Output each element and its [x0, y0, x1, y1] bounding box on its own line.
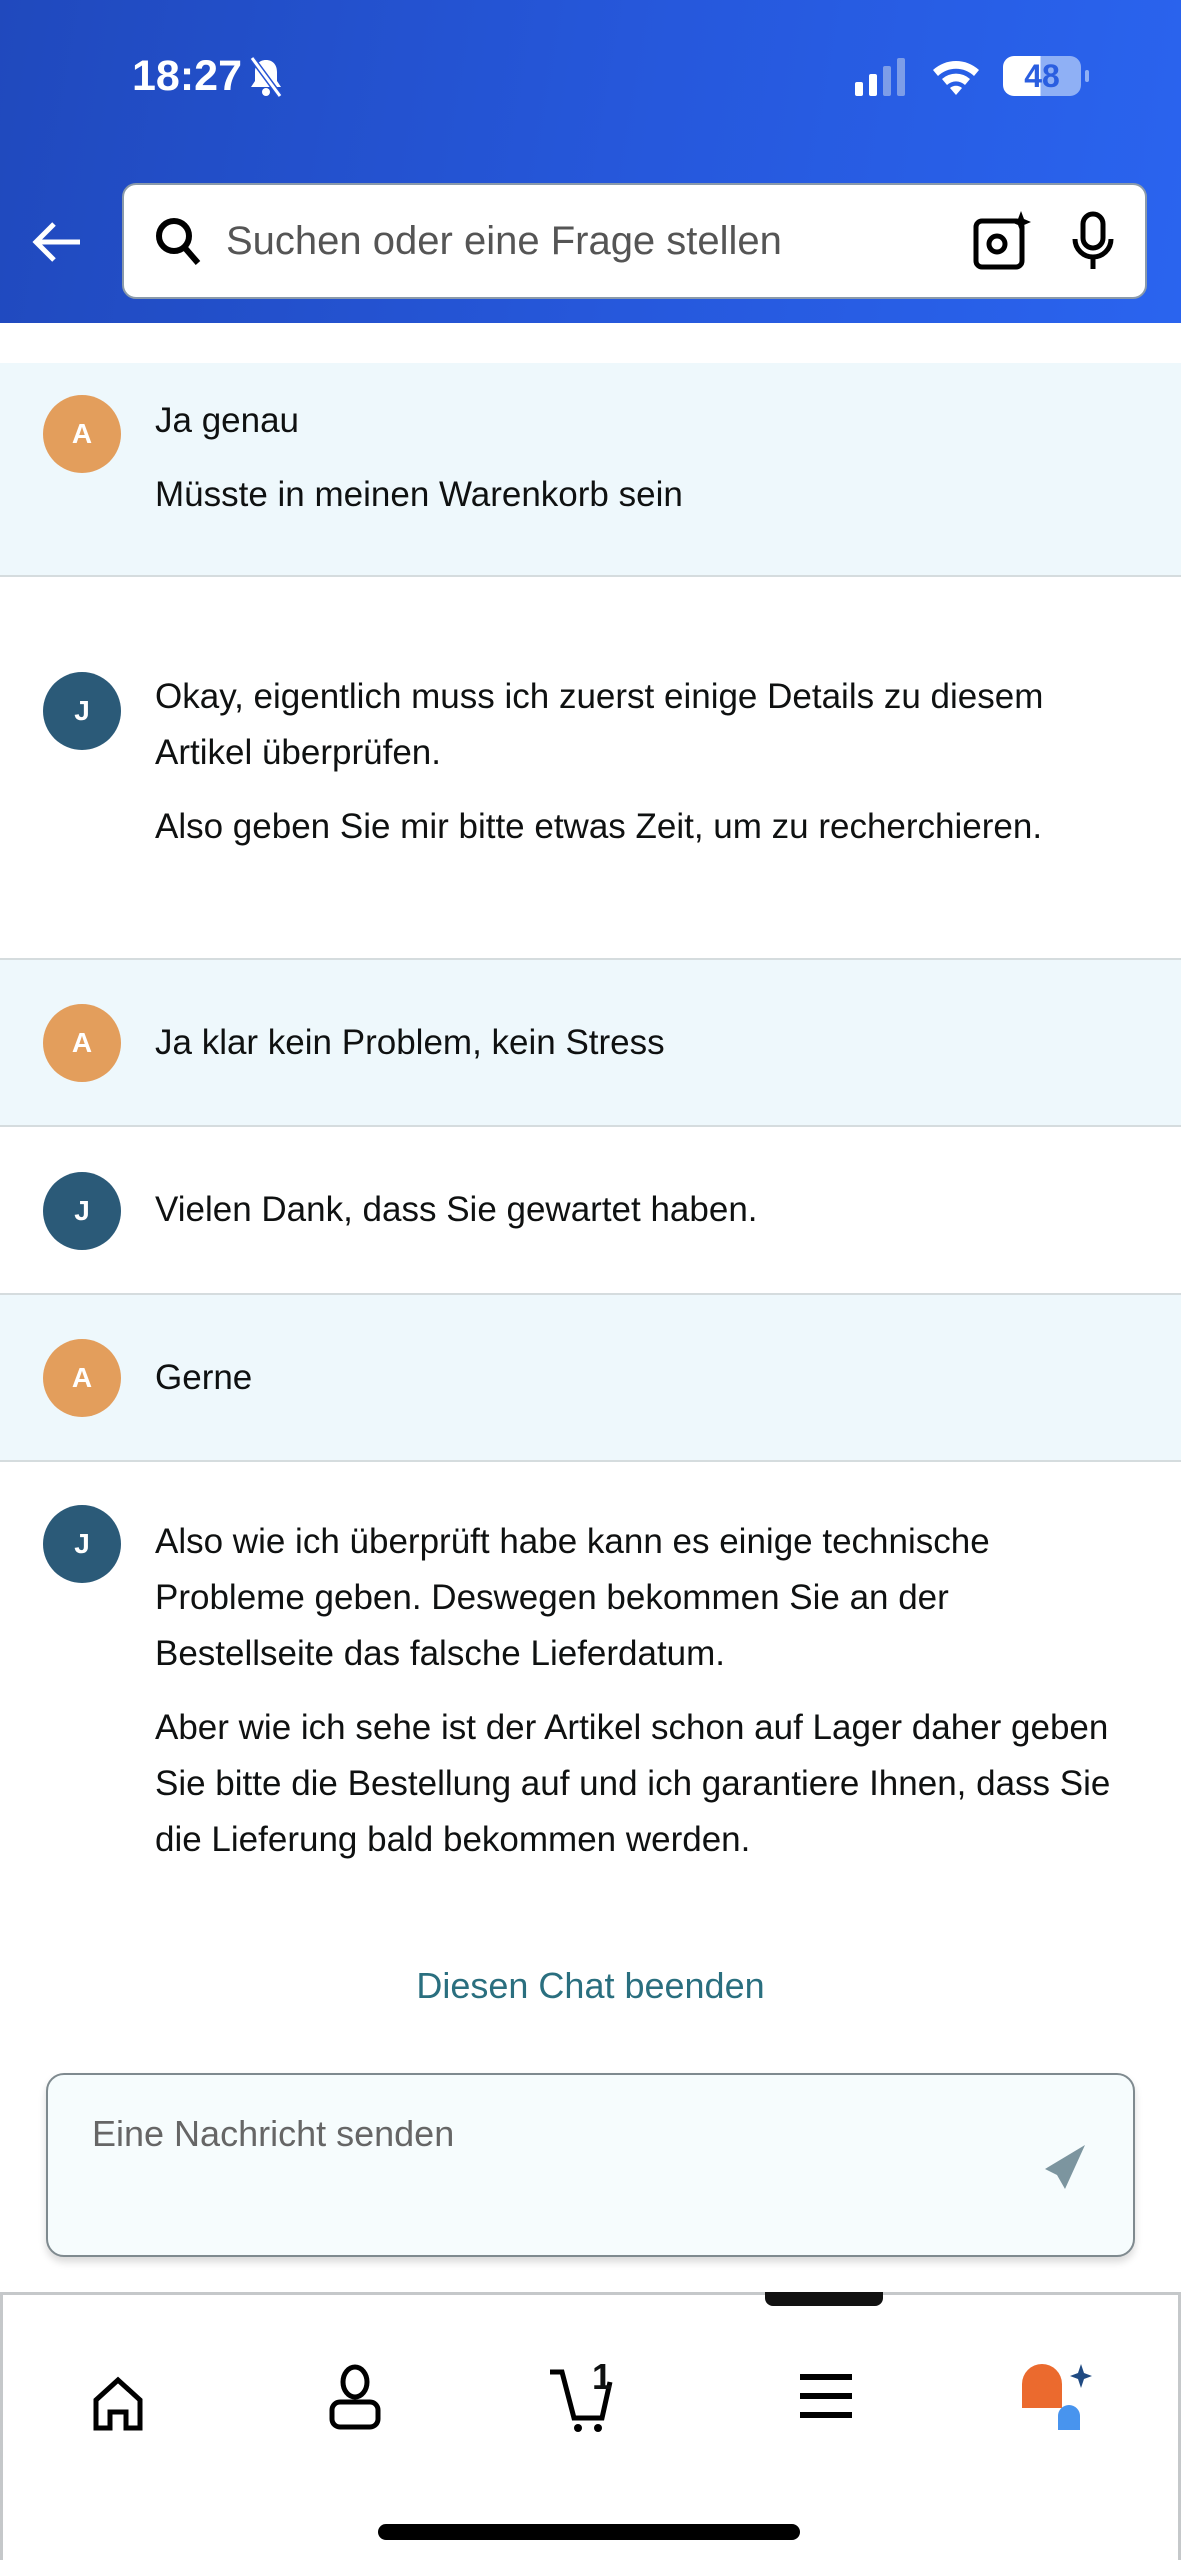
wifi-icon — [931, 56, 981, 96]
cart-count: 1 — [592, 2356, 613, 2397]
avatar: J — [43, 1172, 121, 1250]
home-indicator — [378, 2524, 800, 2540]
message-text — [155, 1350, 1131, 1424]
chat-message — [0, 363, 1181, 577]
message-text — [155, 669, 1131, 873]
message-line: Vielen Dank, dass Sie gewartet haben. — [155, 1190, 758, 1229]
chat-message — [0, 1462, 1181, 1942]
account-icon[interactable] — [328, 2364, 382, 2430]
message-line: Okay, eigentlich muss ich zuerst einige Details zu diesem Artikel überprüfen. — [155, 677, 1044, 772]
chat-message — [0, 577, 1181, 960]
avatar: A — [43, 395, 121, 473]
avatar: A — [43, 1339, 121, 1417]
avatar: J — [43, 1505, 121, 1583]
status-icons — [853, 56, 1081, 96]
message-text — [155, 393, 1131, 541]
cart-button[interactable] — [548, 2356, 634, 2432]
message-line: Gerne — [155, 1358, 253, 1397]
send-icon[interactable] — [1041, 2143, 1089, 2191]
end-chat-link[interactable]: Diesen Chat beenden — [416, 1965, 765, 2006]
app-header — [0, 0, 1181, 323]
message-composer[interactable] — [46, 2073, 1135, 2257]
avatar: A — [43, 1004, 121, 1082]
signal-icon — [853, 56, 909, 96]
message-line: Ja klar kein Problem, kein Stress — [155, 1023, 665, 1062]
assistant-icon[interactable] — [1020, 2362, 1094, 2430]
message-line: Aber wie ich sehe ist der Artikel schon auf Lager daher geben Sie bitte die Bestellung auf und ich garantiere Ihnen, dass Sie die Lieferung bald bekommen werden. — [155, 1708, 1111, 1859]
chat-message — [0, 1295, 1181, 1462]
message-line: Müsste in meinen Warenkorb sein — [155, 475, 683, 514]
status-time — [132, 52, 284, 101]
chat-message — [0, 960, 1181, 1127]
message-line: Also wie ich überprüft habe kann es einige technische Probleme geben. Deswegen bekommen Sie an der Bestellseite das falsche Lieferdatum. — [155, 1522, 990, 1673]
menu-icon[interactable] — [800, 2372, 852, 2420]
back-button[interactable] — [30, 218, 86, 271]
cart-icon — [548, 2360, 634, 2432]
message-text — [155, 1514, 1131, 1886]
avatar: J — [43, 672, 121, 750]
clock: 18:27 — [132, 52, 242, 100]
search-bar[interactable] — [122, 183, 1147, 299]
message-input[interactable]: Eine Nachricht senden — [92, 2113, 455, 2154]
battery-indicator — [1003, 56, 1081, 96]
nav-indicator — [765, 2292, 883, 2306]
message-text — [155, 1182, 1131, 1256]
message-text — [155, 1015, 1131, 1089]
arrow-left-icon — [30, 218, 86, 266]
camera-lens-icon[interactable] — [973, 211, 1031, 271]
chat-message — [0, 1127, 1181, 1295]
battery-level: 48 — [1024, 57, 1060, 94]
search-icon — [154, 216, 202, 266]
bell-muted-icon — [248, 56, 284, 98]
microphone-icon[interactable] — [1071, 211, 1115, 271]
search-input[interactable]: Suchen oder eine Frage stellen — [226, 218, 782, 263]
message-line: Also geben Sie mir bitte etwas Zeit, um zu recherchieren. — [155, 807, 1043, 846]
message-line: Ja genau — [155, 401, 300, 440]
home-icon[interactable] — [92, 2376, 144, 2432]
